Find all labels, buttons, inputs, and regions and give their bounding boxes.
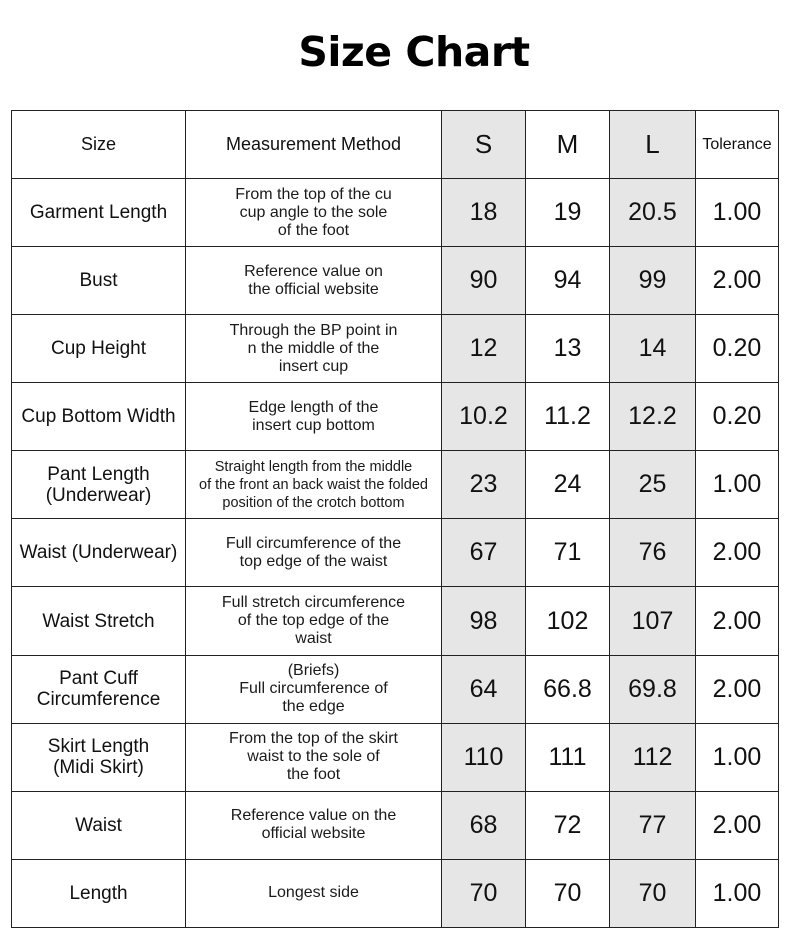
measurement-name: Waist Stretch (12, 587, 186, 655)
value-tolerance: 1.00 (696, 179, 779, 247)
value-tolerance: 2.00 (696, 587, 779, 655)
value-m: 13 (526, 315, 610, 383)
value-s: 23 (442, 451, 526, 519)
value-s: 18 (442, 179, 526, 247)
header-tolerance: Tolerance (696, 111, 779, 179)
value-m: 94 (526, 247, 610, 315)
measurement-name: Waist (Underwear) (12, 519, 186, 587)
table-row (12, 247, 779, 315)
table-row (12, 179, 779, 247)
value-tolerance: 2.00 (696, 519, 779, 587)
measurement-name: Bust (12, 247, 186, 315)
header-m: M (526, 111, 610, 179)
value-m: 11.2 (526, 383, 610, 451)
measurement-method: Edge length of the insert cup bottom (186, 383, 442, 451)
value-tolerance: 1.00 (696, 723, 779, 791)
header-size: Size (12, 111, 186, 179)
value-tolerance: 2.00 (696, 655, 779, 723)
value-m: 24 (526, 451, 610, 519)
size-chart-table (11, 110, 779, 928)
value-l: 20.5 (610, 179, 696, 247)
table-row (12, 723, 779, 791)
value-l: 112 (610, 723, 696, 791)
value-tolerance: 0.20 (696, 315, 779, 383)
measurement-method: Through the BP point in n the middle of the insert cup (186, 315, 442, 383)
measurement-method: Reference value on the official website (186, 791, 442, 859)
table-row (12, 791, 779, 859)
measurement-name: Cup Bottom Width (12, 383, 186, 451)
value-m: 70 (526, 859, 610, 927)
value-l: 69.8 (610, 655, 696, 723)
measurement-method: From the top of the cu cup angle to the sole of the foot (186, 179, 442, 247)
value-tolerance: 1.00 (696, 451, 779, 519)
value-l: 25 (610, 451, 696, 519)
value-m: 111 (526, 723, 610, 791)
header-l: L (610, 111, 696, 179)
value-l: 14 (610, 315, 696, 383)
value-m: 71 (526, 519, 610, 587)
table-row (12, 519, 779, 587)
measurement-name: Cup Height (12, 315, 186, 383)
measurement-method: Straight length from the middle of the front an back waist the folded position of the crotch bottom (186, 451, 442, 519)
value-l: 107 (610, 587, 696, 655)
value-m: 72 (526, 791, 610, 859)
measurement-name: Waist (12, 791, 186, 859)
value-l: 77 (610, 791, 696, 859)
value-s: 10.2 (442, 383, 526, 451)
value-s: 70 (442, 859, 526, 927)
page-title: Size Chart (298, 28, 530, 76)
measurement-method: Longest side (186, 859, 442, 927)
measurement-name: Skirt Length (Midi Skirt) (12, 723, 186, 791)
value-tolerance: 2.00 (696, 247, 779, 315)
measurement-method: Full stretch circumference of the top edge of the waist (186, 587, 442, 655)
table-row (12, 587, 779, 655)
value-m: 66.8 (526, 655, 610, 723)
measurement-name: Pant Cuff Circumference (12, 655, 186, 723)
value-tolerance: 2.00 (696, 791, 779, 859)
table-row (12, 859, 779, 927)
value-s: 12 (442, 315, 526, 383)
measurement-name: Garment Length (12, 179, 186, 247)
measurement-method: Reference value on the official website (186, 247, 442, 315)
measurement-name: Length (12, 859, 186, 927)
value-l: 12.2 (610, 383, 696, 451)
header-s: S (442, 111, 526, 179)
value-m: 19 (526, 179, 610, 247)
header-row (12, 111, 779, 179)
value-s: 90 (442, 247, 526, 315)
value-tolerance: 1.00 (696, 859, 779, 927)
measurement-method: Full circumference of the top edge of the waist (186, 519, 442, 587)
measurement-name: Pant Length (Underwear) (12, 451, 186, 519)
header-method: Measurement Method (186, 111, 442, 179)
value-s: 98 (442, 587, 526, 655)
value-s: 68 (442, 791, 526, 859)
value-s: 64 (442, 655, 526, 723)
value-s: 67 (442, 519, 526, 587)
value-m: 102 (526, 587, 610, 655)
value-s: 110 (442, 723, 526, 791)
measurement-method: (Briefs) Full circumference of the edge (186, 655, 442, 723)
table-row (12, 383, 779, 451)
value-l: 99 (610, 247, 696, 315)
table-row (12, 315, 779, 383)
value-l: 76 (610, 519, 696, 587)
table-row (12, 655, 779, 723)
measurement-method: From the top of the skirt waist to the sole of the foot (186, 723, 442, 791)
table-row (12, 451, 779, 519)
value-l: 70 (610, 859, 696, 927)
value-tolerance: 0.20 (696, 383, 779, 451)
